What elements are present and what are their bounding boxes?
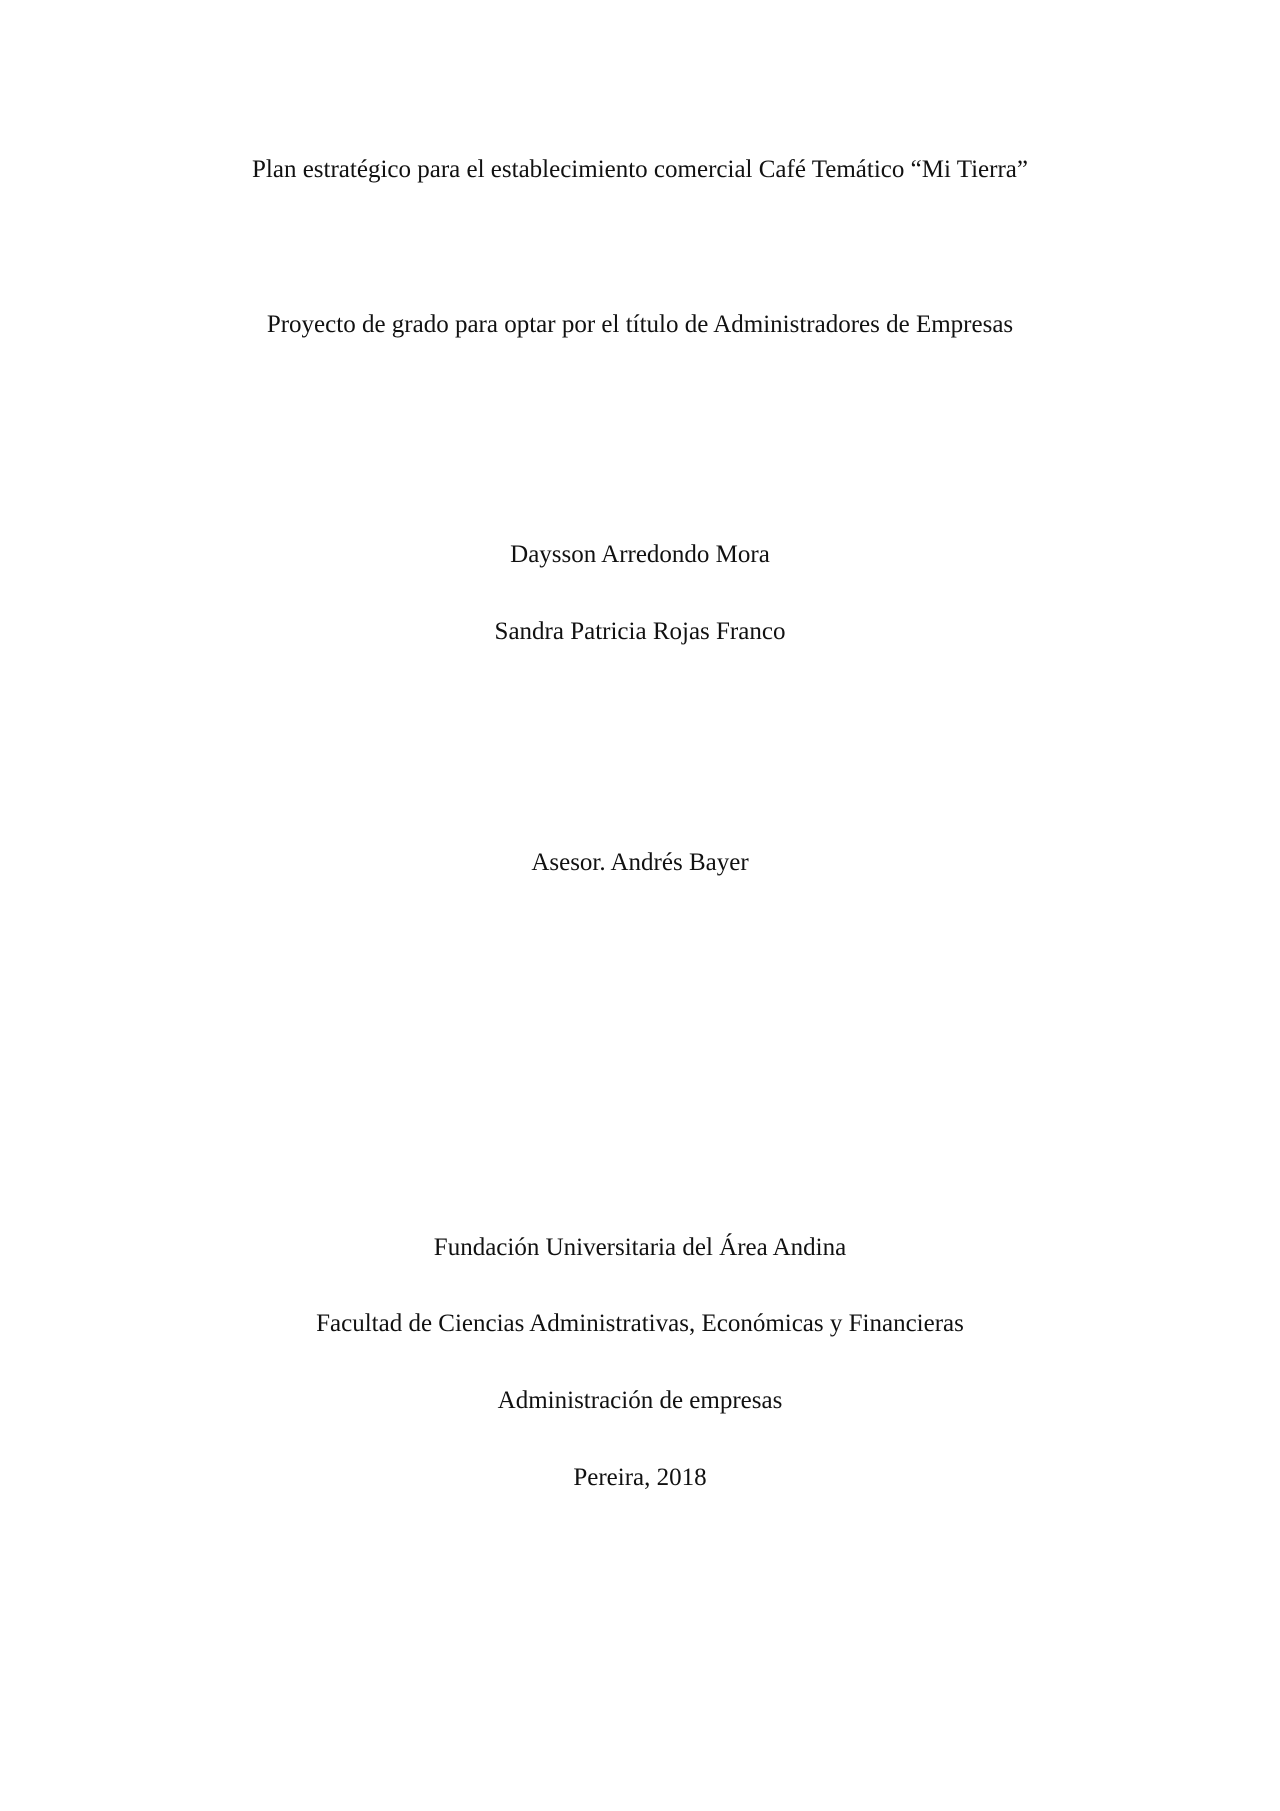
institution-name: Fundación Universitaria del Área Andina [433, 1234, 847, 1261]
place-and-date: Pereira, 2018 [573, 1464, 707, 1491]
author-name: Sandra Patricia Rojas Franco [494, 618, 786, 645]
document-subtitle: Proyecto de grado para optar por el título de Administradores de Empresas [266, 311, 1014, 338]
faculty-name: Facultad de Ciencias Administrativas, Económicas y Financieras [316, 1310, 964, 1337]
author-name: Daysson Arredondo Mora [510, 541, 770, 568]
program-name: Administración de empresas [497, 1387, 783, 1414]
advisor-name: Asesor. Andrés Bayer [531, 849, 749, 876]
document-title: Plan estratégico para el establecimiento comercial Café Temático “Mi Tierra” [252, 156, 1028, 183]
